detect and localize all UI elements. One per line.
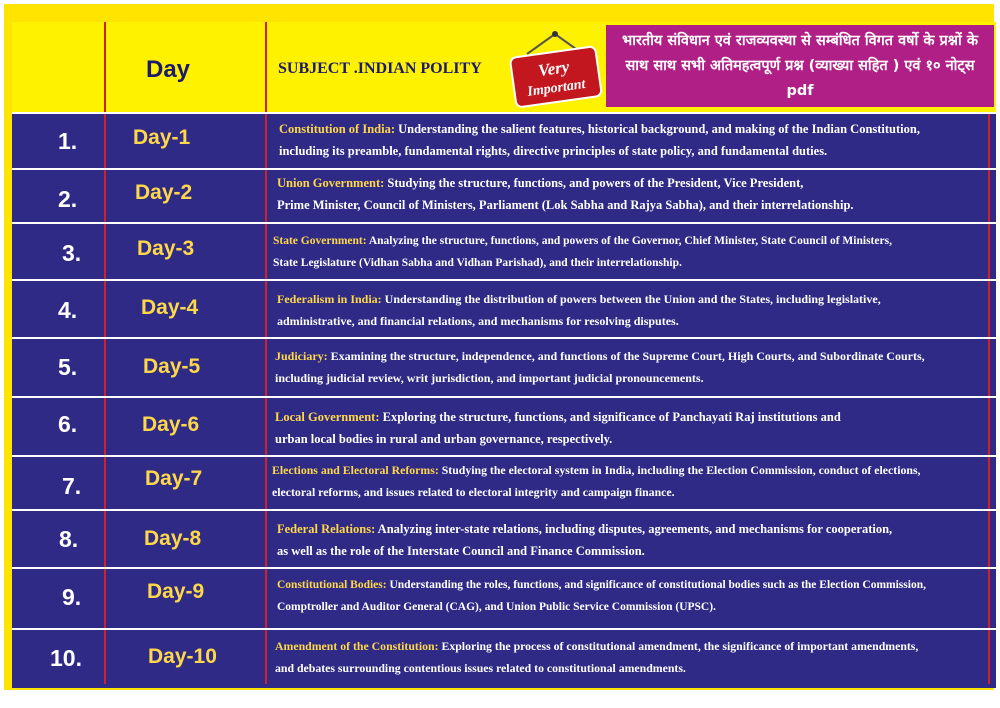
row-divider <box>12 509 996 511</box>
row-description <box>277 574 926 618</box>
row-text-line2: urban local bodies in rural and urban governance, respectively. <box>275 432 613 446</box>
row-day: Day-1 <box>133 126 191 149</box>
row-number: 1. <box>58 128 78 154</box>
row-heading: Federalism in India: <box>277 292 382 306</box>
row-text-line1: Exploring the process of constitutional amendment, the significance of important amendments, <box>438 639 919 653</box>
row-heading: Amendment of the Constitution: <box>275 639 439 653</box>
row-text-line2: Comptroller and Auditor General (CAG), and Union Public Service Commission (UPSC). <box>277 601 716 613</box>
row-divider <box>12 222 996 224</box>
row-text-line1: Examining the structure, independence, and functions of the Supreme Court, High Courts, and Subordinate Courts, <box>327 349 925 363</box>
badge-text-very: Very <box>536 57 571 81</box>
row-number: 10. <box>50 645 82 671</box>
row-day: Day-10 <box>148 645 217 668</box>
row-heading: Judiciary: <box>275 349 328 363</box>
row-divider <box>12 628 996 630</box>
row-text-line1: Analyzing the structure, functions, and powers of the Governor, Chief Minister, State Council of Ministers, <box>366 235 892 247</box>
very-important-sign <box>505 30 605 108</box>
row-description <box>275 635 918 679</box>
row-divider <box>12 279 996 281</box>
row-description <box>275 345 925 389</box>
row-day: Day-9 <box>147 580 205 603</box>
row-day: Day-8 <box>144 527 202 550</box>
row-heading: Constitutional Bodies: <box>277 579 387 591</box>
row-description <box>275 406 841 450</box>
row-number: 7. <box>62 473 82 499</box>
day-column-header: Day <box>146 56 191 83</box>
row-text-line1: Studying the structure, functions, and powers of the President, Vice President, <box>384 176 804 190</box>
row-text-line2: administrative, and financial relations, and mechanisms for resolving disputes. <box>277 314 679 328</box>
badge-text-important: Important <box>526 76 587 100</box>
row-day: Day-5 <box>143 355 201 378</box>
row-heading: Local Government: <box>275 410 380 424</box>
row-heading: Federal Relations: <box>277 522 376 536</box>
row-number: 8. <box>59 526 79 552</box>
row-text-line1: Exploring the structure, functions, and significance of Panchayati Raj institutions and <box>379 410 841 424</box>
row-description <box>277 288 881 332</box>
row-text-line2: State Legislature (Vidhan Sabha and Vidhan Parishad), and their interrelationship. <box>273 257 682 269</box>
row-text-line1: Studying the electoral system in India, including the Election Commission, conduct of elections, <box>438 463 921 477</box>
row-heading: Union Government: <box>277 176 385 190</box>
row-text-line2: including judicial review, writ jurisdiction, and important judicial pronouncements. <box>275 371 704 385</box>
row-text-line2: Prime Minister, Council of Ministers, Parliament (Lok Sabha and Rajya Sabha), and their interrelationship. <box>277 198 854 212</box>
row-day: Day-2 <box>135 181 193 204</box>
row-text-line1: Understanding the distribution of powers between the Union and the States, including legislative, <box>381 292 881 306</box>
row-number: 9. <box>62 584 82 610</box>
row-description <box>272 459 921 503</box>
row-description <box>277 172 854 216</box>
row-heading: Elections and Electoral Reforms: <box>272 463 439 477</box>
row-heading: Constitution of India: <box>279 122 395 136</box>
row-divider <box>12 567 996 569</box>
row-number: 6. <box>58 411 78 437</box>
row-day: Day-7 <box>145 467 203 490</box>
row-heading: State Government: <box>273 235 367 247</box>
subject-column-header: SUBJECT .INDIAN POLITY <box>278 60 482 77</box>
row-text-line2: electoral reforms, and issues related to electoral integrity and campaign finance. <box>272 485 675 499</box>
column-divider <box>104 22 106 684</box>
row-divider <box>12 168 996 170</box>
row-text-line1: Understanding the roles, functions, and significance of constitutional bodies such as the Election Commission, <box>386 579 926 591</box>
row-text-line2: and debates surrounding contentious issues related to constitutional amendments. <box>275 661 686 675</box>
hindi-notice: भारतीय संविधान एवं राजव्यवस्था से सम्बंधित विगत वर्षो के प्रश्नों के साथ साथ सभी अतिमहत्वपूर्ण प्रश्न (व्याख्या सहित ) एवं १० नोट्स pdf <box>606 25 994 107</box>
column-divider <box>988 112 990 684</box>
row-number: 2. <box>58 186 78 212</box>
row-divider <box>12 396 996 398</box>
row-text-line1: Analyzing inter-state relations, including disputes, agreements, and mechanisms for cooperation, <box>375 522 893 536</box>
row-divider <box>12 455 996 457</box>
row-number: 5. <box>58 354 78 380</box>
row-description <box>279 118 920 162</box>
row-number: 4. <box>58 297 78 323</box>
row-text-line2: as well as the role of the Interstate Council and Finance Commission. <box>277 544 645 558</box>
row-description <box>277 518 892 562</box>
row-number: 3. <box>62 240 82 266</box>
row-day: Day-3 <box>137 237 195 260</box>
row-text-line1: Understanding the salient features, historical background, and making of the Indian Constitution, <box>395 122 920 136</box>
column-divider <box>265 22 267 684</box>
row-divider <box>12 112 996 114</box>
row-day: Day-6 <box>142 413 200 436</box>
row-divider <box>12 337 996 339</box>
row-day: Day-4 <box>141 296 199 319</box>
row-description <box>273 230 892 274</box>
row-text-line2: including its preamble, fundamental rights, directive principles of state policy, and fundamental duties. <box>279 144 828 158</box>
